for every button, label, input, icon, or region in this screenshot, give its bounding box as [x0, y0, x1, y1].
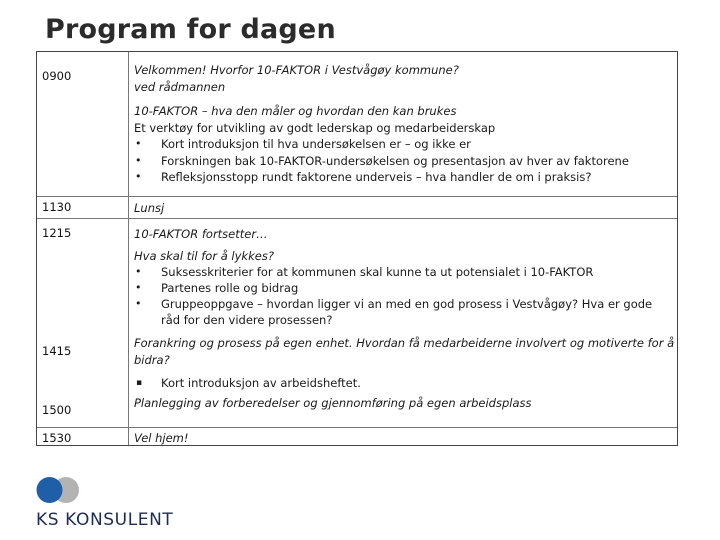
continue-heading: 10-FAKTOR fortsetter… — [134, 227, 268, 241]
time-1215: 1215 — [42, 226, 72, 240]
row-divider — [37, 196, 677, 197]
workbook-item — [134, 375, 679, 392]
continue-bullet: • Partenes rolle og bidrag — [134, 280, 679, 296]
workbook-bullet-list — [134, 375, 679, 392]
time-0900: 0900 — [42, 69, 72, 83]
intro-bullet: • Forskningen bak 10-FAKTOR-undersøkelsen og presentasjon av hver av faktorene — [134, 153, 679, 170]
time-1530: 1530 — [42, 431, 72, 445]
intro-bullet: • Kort introduksjon til hva undersøkelsen er – og ikke er — [134, 136, 679, 153]
page-title: Program for dagen — [45, 14, 336, 45]
welcome-title: Velkommen! Hvorfor 10-FAKTOR i Vestvågøy kommune? — [134, 63, 459, 77]
intro-subheading: Et verktøy for utvikling av godt lederskap og medarbeiderskap — [134, 120, 496, 135]
continue-bullet: • Gruppeoppgave – hvordan ligger vi an med en god prosess i Vestvågøy? Hva er gode råd for den videre prosessen? — [134, 296, 679, 328]
company-logo-text: KS KONSULENT — [36, 510, 174, 530]
continue-bullet-list — [134, 264, 679, 328]
welcome-item — [134, 62, 679, 95]
anchoring-item: Forankring og prosess på egen enhet. Hvordan få medarbeiderne involvert og motiverte for å bidra? — [134, 336, 675, 367]
continue-item — [134, 226, 679, 328]
time-1500: 1500 — [42, 403, 72, 417]
intro-bullet-list — [134, 136, 679, 186]
welcome-speaker: ved rådmannen — [134, 79, 226, 94]
logo-blue-circle — [37, 477, 63, 503]
time-1415: 1415 — [42, 344, 72, 358]
success-question: Hva skal til for å lykkes? — [134, 248, 274, 263]
schedule-table — [36, 51, 678, 446]
workbook-bullet: ▪ Kort introduksjon av arbeidsheftet. — [134, 375, 679, 392]
row-divider — [37, 218, 677, 219]
continue-bullet: • Suksesskriterier for at kommunen skal kunne ta ut potensialet i 10-FAKTOR — [134, 264, 679, 280]
row-divider — [37, 427, 677, 428]
planning-item: Planlegging av forberedelser og gjennomføring på egen arbeidsplass — [134, 396, 532, 410]
farewell-item: Vel hjem! — [134, 431, 189, 445]
intro-bullet: • Refleksjonsstopp rundt faktorene underveis – hva handler de om i praksis? — [134, 169, 679, 186]
lunch-item: Lunsj — [134, 201, 165, 215]
ks-logo-icon — [36, 476, 82, 504]
intro-item — [134, 103, 679, 186]
column-divider — [128, 52, 129, 445]
intro-heading: 10-FAKTOR – hva den måler og hvordan den kan brukes — [134, 104, 457, 118]
time-1130: 1130 — [42, 200, 72, 214]
